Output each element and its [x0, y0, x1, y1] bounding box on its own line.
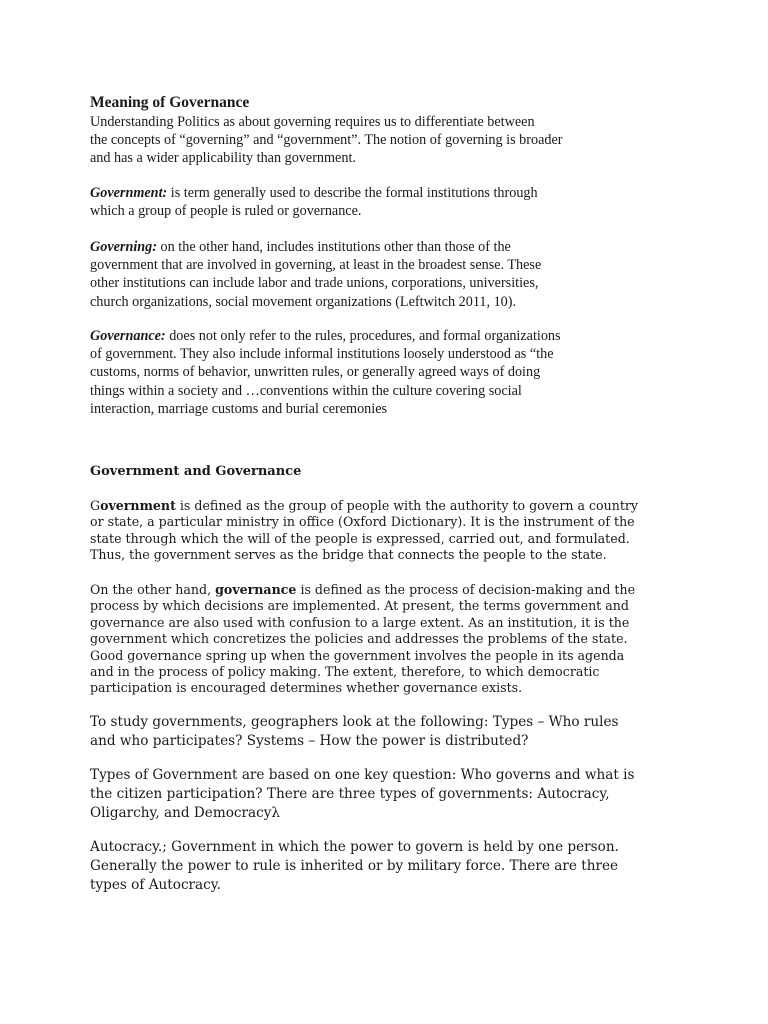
text-line: state through which the will of the people is expressed, carried out, and formulated.: [90, 530, 630, 546]
text-line: participation is encouraged determines whether governance exists.: [90, 680, 523, 696]
text-line: on the other hand, includes institutions other than those of the: [157, 239, 511, 255]
text-line: is term generally used to describe the formal institutions through: [167, 185, 538, 201]
governance-paragraph: [90, 582, 635, 697]
text-line: does not only refer to the rules, procedures, and formal organizations: [165, 328, 561, 344]
types-paragraph: [90, 766, 635, 824]
governance-definition: [90, 327, 561, 418]
text-line: Generally the power to rule is inherited or by military force. There are three: [90, 858, 619, 875]
government-paragraph: [90, 498, 638, 564]
text-line: Oligarchy, and Democracyλ: [90, 805, 281, 822]
text-line: things within a society and …conventions within the culture covering social: [90, 382, 522, 399]
study-paragraph: [90, 713, 619, 751]
text-line: is defined as the group of people with the authority to govern a country: [175, 498, 639, 513]
text-line: Autocracy.; Government in which the power to govern is held by one person.: [90, 839, 619, 855]
term-governance: Governance:: [90, 328, 166, 344]
text-line: customs, norms of behavior, unwritten rules, or generally agreed ways of doing: [90, 364, 541, 381]
text-line: Types of Government are based on one key question: Who governs and what is: [90, 767, 635, 783]
text-line: On the other hand,: [90, 582, 216, 597]
term-government-bold: overnment: [100, 498, 176, 513]
autocracy-paragraph: [90, 838, 619, 896]
text-line: Understanding Politics as about governing requires us to differentiate between: [90, 114, 535, 130]
text-line: church organizations, social movement organizations (Leftwitch 2011, 10).: [90, 293, 517, 310]
term-government: Government:: [90, 185, 168, 201]
text-line: government that are involved in governing, at least in the broadest sense. These: [90, 257, 542, 274]
text-line: the citizen participation? There are three types of governments: Autocracy,: [90, 786, 610, 803]
intro-paragraph: [90, 113, 563, 168]
text-line: and has a wider applicability than government.: [90, 150, 356, 167]
text-line: Thus, the government serves as the bridge that connects the people to the state.: [90, 547, 607, 563]
text-line: other institutions can include labor and trade unions, corporations, universities,: [90, 275, 539, 292]
text-line: and in the process of policy making. The extent, therefore, to which democratic: [90, 664, 600, 680]
text-line: governance are also used with confusion to a large extent. As an institution, it is the: [90, 614, 630, 630]
government-definition: [90, 184, 538, 220]
section-title-meaning: Meaning of Governance: [90, 94, 250, 111]
text-line: is defined as the process of decision-making and the: [296, 582, 636, 597]
lead-letter: G: [90, 498, 101, 513]
text-line: types of Autocracy.: [90, 877, 221, 894]
text-line: government which concretizes the policies and addresses the problems of the state.: [90, 631, 628, 647]
text-line: of government. They also include informal institutions loosely understood as “the: [90, 346, 554, 363]
text-line: the concepts of “governing” and “government”. The notion of governing is broader: [90, 132, 563, 149]
text-line: process by which decisions are implemented. At present, the terms government and: [90, 598, 629, 614]
section-title-government-and-governance: Government and Governance: [90, 464, 302, 479]
term-governance-bold: governance: [215, 582, 297, 597]
text-line: or state, a particular ministry in office (Oxford Dictionary). It is the instrument of the: [90, 514, 635, 530]
text-line: which a group of people is ruled or governance.: [90, 203, 362, 220]
text-line: To study governments, geographers look at the following: Types – Who rules: [90, 714, 619, 730]
text-line: and who participates? Systems – How the power is distributed?: [90, 733, 529, 750]
text-line: Good governance spring up when the government involves the people in its agenda: [90, 647, 625, 663]
text-line: interaction, marriage customs and burial ceremonies: [90, 400, 388, 417]
governing-definition: [90, 238, 541, 311]
term-governing: Governing:: [90, 239, 157, 255]
